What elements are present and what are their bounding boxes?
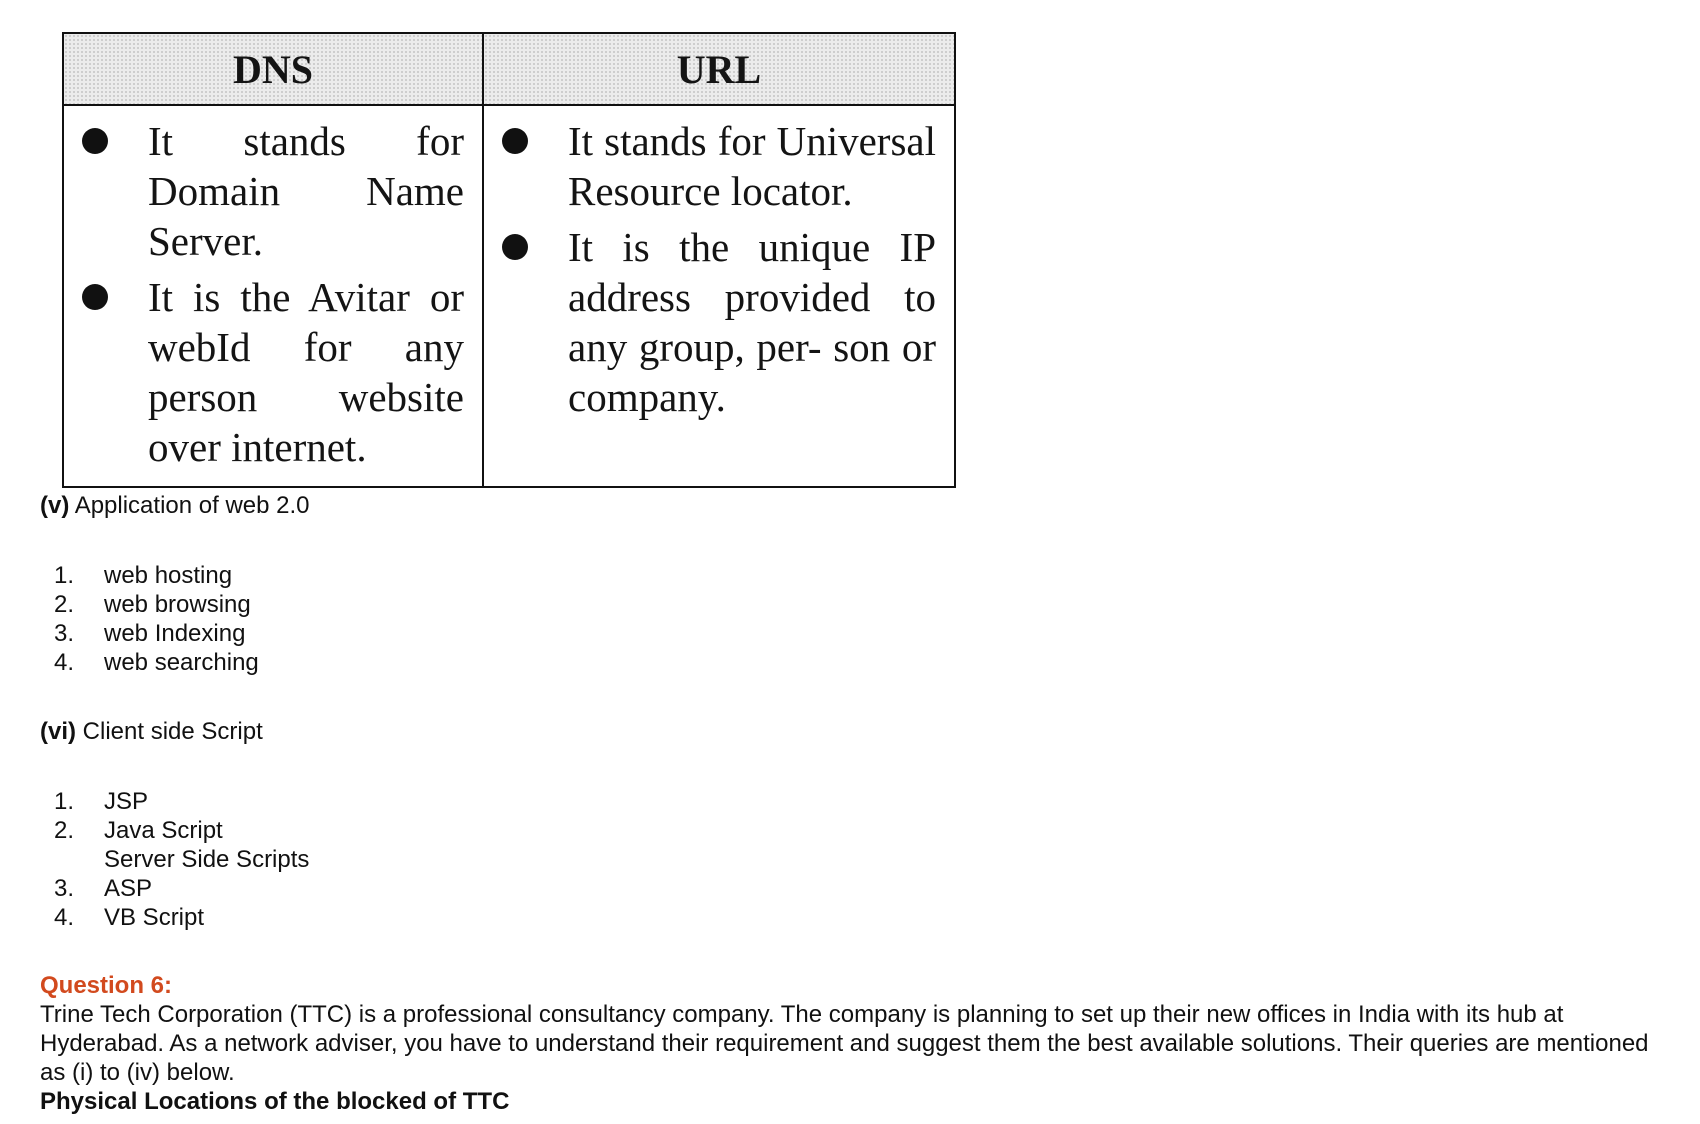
list-item (40, 561, 259, 590)
item-number: 3. (54, 875, 75, 902)
list-item (40, 845, 309, 874)
bullet-icon (502, 128, 528, 154)
list-item (40, 874, 309, 903)
list-item (40, 816, 309, 845)
bullet-icon (502, 234, 528, 260)
dns-bullet-list (82, 116, 464, 472)
section-vi-list (40, 787, 309, 932)
list-item (40, 619, 259, 648)
list-item (40, 648, 259, 677)
url-cell (483, 105, 955, 487)
url-column-header: URL (483, 33, 955, 105)
section-vi-title: Client side Script (82, 718, 263, 745)
section-v-title: Application of web 2.0 (74, 492, 310, 519)
item-text: web searching (104, 649, 259, 676)
item-text: web browsing (104, 591, 251, 618)
url-point-text: It stands for Universal Resource locator. (568, 118, 936, 214)
bullet-icon (82, 284, 108, 310)
item-text: web hosting (104, 562, 233, 589)
item-text: JSP (104, 788, 149, 815)
question-body: Trine Tech Corporation (TTC) is a professional consultancy company. The company is planning to set up their new offices in India with its hub at Hyderabad. As a network adviser, you have to understand their requirement and suggest them the best available solutions. Their queries are mentioned as (i) to (iv) below. (40, 1001, 1649, 1086)
section-vi-marker: (vi) (40, 718, 76, 745)
table-header-row (63, 33, 955, 105)
dns-cell (63, 105, 483, 487)
list-item (40, 590, 259, 619)
item-number: 3. (54, 620, 75, 647)
item-number: 4. (54, 904, 75, 931)
item-number: 2. (54, 591, 75, 618)
list-item (40, 903, 309, 932)
list-item (82, 116, 464, 266)
question-title: Question 6: (40, 972, 173, 999)
url-point-text: It is the unique IP address provided to any group, per- son or company. (568, 224, 936, 420)
list-item (502, 222, 936, 422)
bullet-icon (82, 128, 108, 154)
table-row (63, 105, 955, 487)
list-item (40, 787, 309, 816)
list-item (82, 272, 464, 472)
item-text: Java Script (104, 817, 223, 844)
section-v-marker: (v) (40, 492, 70, 519)
item-number: 4. (54, 649, 75, 676)
item-text: Server Side Scripts (104, 846, 310, 873)
url-bullet-list (502, 116, 936, 422)
dns-point-text: It stands for Domain Name Server. (148, 118, 464, 264)
item-text: web Indexing (104, 620, 246, 647)
dns-column-header: DNS (63, 33, 483, 105)
section-v-list (40, 561, 259, 677)
item-number: 1. (54, 562, 75, 589)
list-item (502, 116, 936, 216)
question-subheading: Physical Locations of the blocked of TTC (40, 1088, 510, 1115)
item-number: 2. (54, 817, 75, 844)
section-vi-heading (40, 718, 263, 746)
item-text: VB Script (104, 904, 205, 931)
dns-url-comparison-table (62, 32, 956, 488)
item-number: 1. (54, 788, 75, 815)
item-text: ASP (104, 875, 153, 902)
dns-point-text: It is the Avitar or webId for any person website over internet. (148, 274, 464, 470)
section-v-heading (40, 492, 310, 520)
